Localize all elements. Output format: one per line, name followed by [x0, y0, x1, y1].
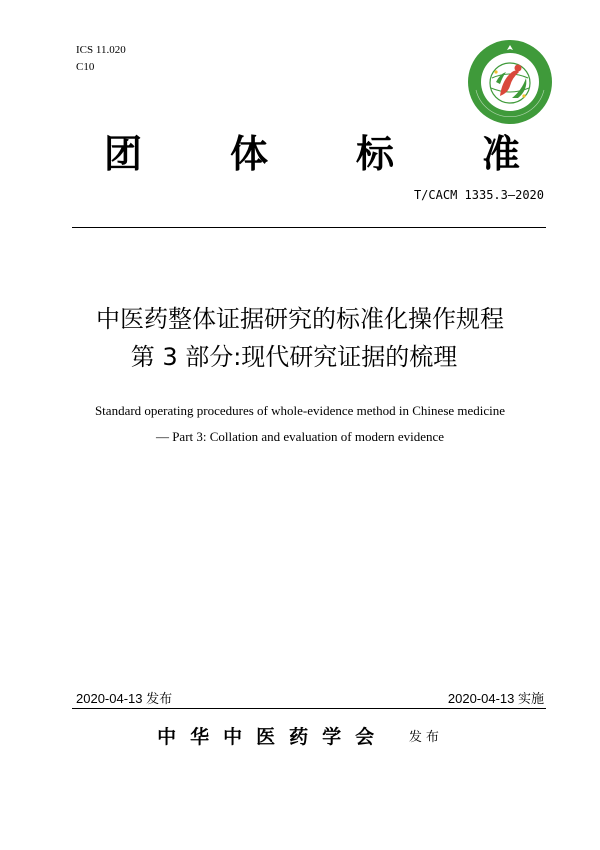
logo-emblem-icon: [466, 38, 554, 126]
english-title-line-2: — Part 3: Collation and evaluation of modern evidence: [155, 429, 445, 444]
chinese-title: [0, 300, 600, 376]
association-logo: [466, 38, 554, 126]
chinese-title-line-2: 第 3 部分:现代研究证据的梳理: [130, 343, 458, 371]
publisher: [0, 722, 600, 749]
doc-type-char: 标: [355, 132, 394, 176]
classification-codes: [76, 42, 126, 76]
category-code: C10: [76, 61, 95, 73]
doc-type-char: 体: [229, 132, 268, 176]
document-type-title: [104, 128, 520, 180]
top-divider: [72, 227, 546, 228]
publisher-name: 中华中医药学会: [157, 726, 389, 748]
issue-date: 2020-04-13 发布: [76, 691, 173, 706]
doc-type-char: 团: [104, 132, 143, 176]
english-title-line-1: Standard operating procedures of whole-evidence method in Chinese medicine: [94, 403, 506, 418]
bottom-divider: [72, 708, 546, 709]
implementation-date: 2020-04-13 实施: [447, 691, 544, 706]
chinese-title-line-1: 中医药整体证据研究的标准化操作规程: [96, 305, 504, 333]
standard-number: T/CACM 1335.3—2020: [413, 188, 544, 202]
doc-type-char: 准: [481, 132, 520, 176]
ics-code: ICS 11.020: [76, 44, 126, 56]
publisher-suffix: 发布: [408, 730, 443, 745]
english-title: [0, 398, 600, 450]
